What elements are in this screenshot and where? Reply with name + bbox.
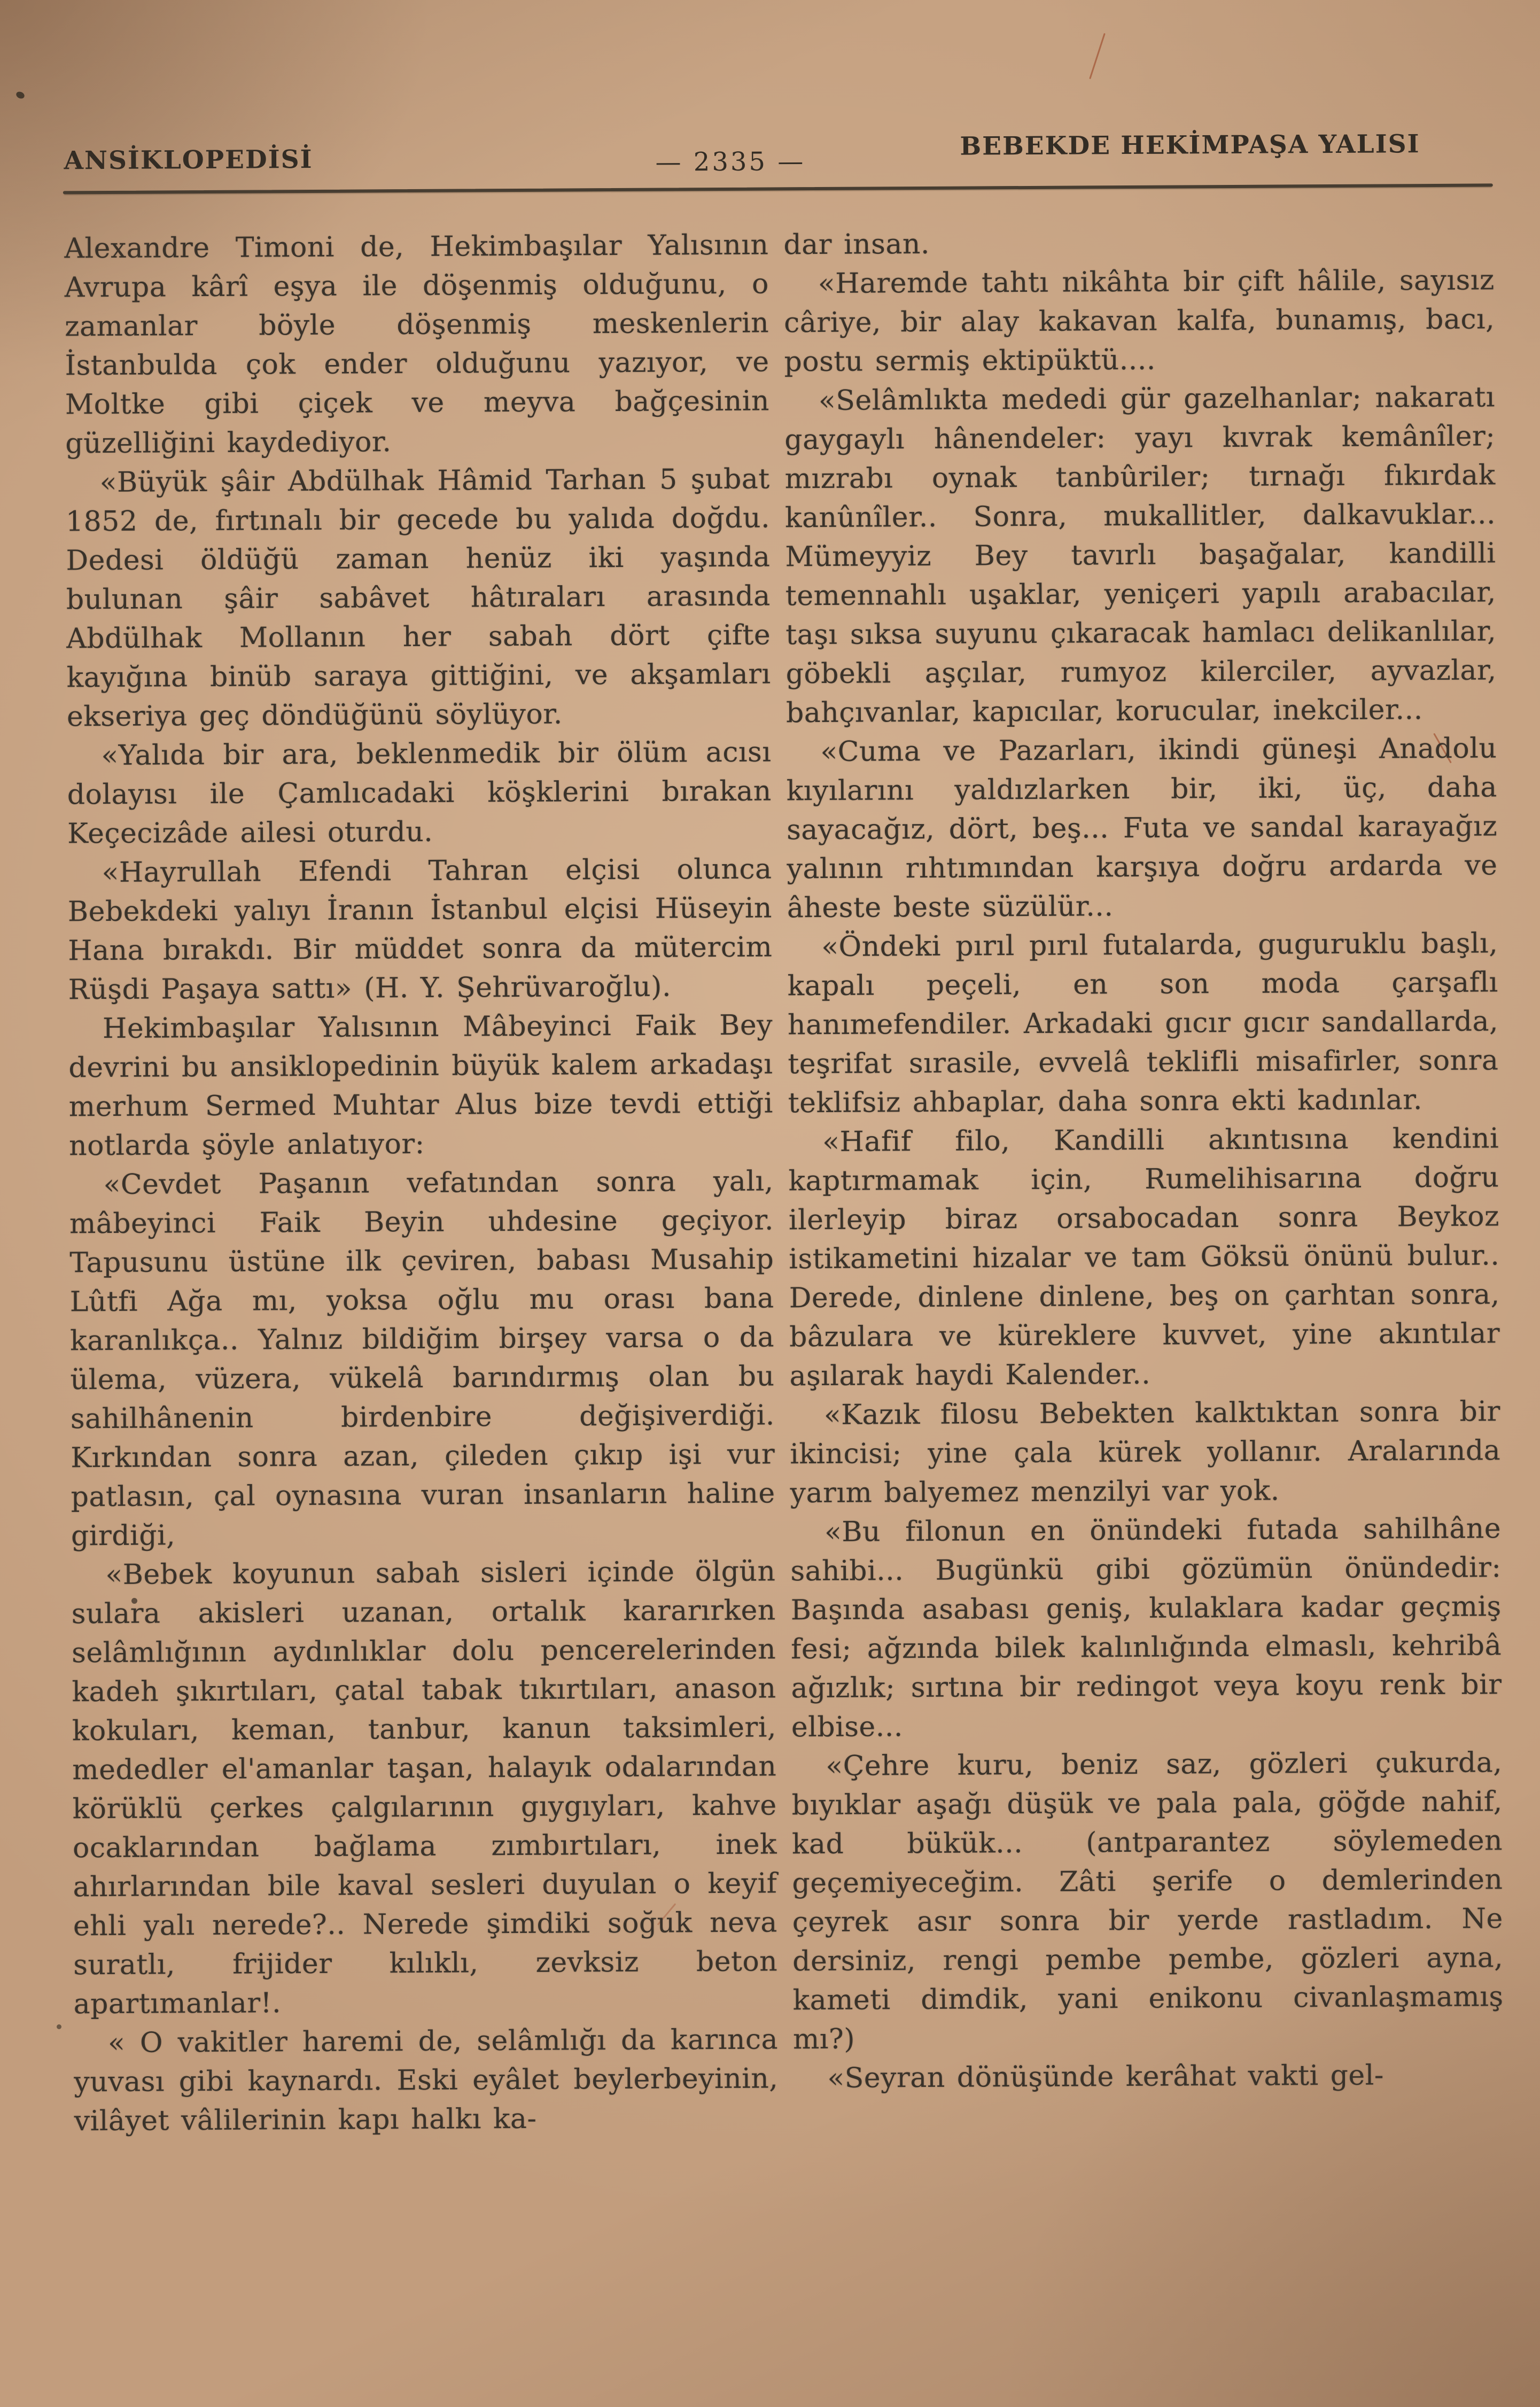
- paragraph: « O vakitler haremi de, selâmlığı da karınca yuvası gibi kaynardı. Eski eyâlet beylerbeyinin, vilâyet vâlilerinin kapı halkı ka-: [74, 2023, 779, 2138]
- paragraph: «Seyran dönüşünde kerâhat vakti gel-: [827, 2059, 1385, 2094]
- paragraph: «Cevdet Paşanın vefatından sonra yalı, mâbeyinci Faik Beyin uhdesine geçiyor. Tapusunu üstüne ilk çeviren, babası Musahip Lûtfi Ağa mı, yoksa oğlu mu orası bana karanlıkça.. Yalnız bildiğim birşey varsa o da ülema, vüzera, vükelâ barındırmış olan bu sahilhânenin birdenbire değişiverdiği. Kırkından sonra azan, çileden çıkıp işi vur patlasın, çal oynasına vuran insanların haline girdiği,: [69, 1165, 775, 1552]
- paragraph: «Büyük şâir Abdülhak Hâmid Tarhan 5 şubat 1852 de, fırtınalı bir gecede bu yalıda doğdu. Dedesi öldüğü zaman henüz iki yaşında bulunan şâir sabâvet hâtıraları arasında Abdülhak Mollanın her sabah dört çifte kayığına binüb saraya gittiğini, ve akşamları ekseriya geç döndüğünü söylüyor.: [65, 463, 771, 733]
- paragraph: «Bebek koyunun sabah sisleri içinde ölgün sulara akisleri uzanan, ortalık kararırken selâmlığının aydınlıklar dolu pencerelerinden kadeh şıkırtıları, çatal tabak tıkırtıları, anason kokuları, keman, tanbur, kanun taksimleri, mededler el'amanlar taşan, halayık odalarından körüklü çerkes çalgılarının gıygıyları, kahve ocaklarından bağlama zımbırtıları, inek ahırlarından bile kaval sesleri duyulan o keyif ehli yalı nerede?.. Nerede şimdiki soğuk neva suratlı, frijider kılıklı, zevksiz beton apartımanlar!.: [71, 1555, 778, 2021]
- right-column: [783, 222, 1504, 2137]
- paragraph: «Öndeki pırıl pırıl futalarda, guguruklu başlı, kapalı peçeli, en son moda çarşaflı hanımefendiler. Arkadaki gıcır gıcır sandallarda, teşrifat sırasile, evvelâ teklifli misafirler, sonra teklifsiz ahbaplar, daha sonra ekti kadınlar.: [787, 927, 1499, 1120]
- page-number: — 2335 —: [655, 146, 806, 177]
- text-columns: [64, 222, 1504, 2141]
- paragraph: «Kazık filosu Bebekten kalktıktan sonra bir ikincisi; yine çala kürek yollanır. Aralarında yarım balyemez menzilyi var yok.: [790, 1395, 1501, 1510]
- paragraph: «Hayrullah Efendi Tahran elçisi olunca Bebekdeki yalıyı İranın İstanbul elçisi Hüseyin Hana bırakdı. Bir müddet sonra da mütercim Rüşdi Paşaya sattı» (H. Y. Şehrüvaroğlu).: [67, 853, 773, 1006]
- paragraph: Hekimbaşılar Yalısının Mâbeyinci Faik Bey devrini bu ansiklopedinin büyük kalem arkadaşı merhum Sermed Muhtar Alus bize tevdi ettiği notlarda şöyle anlatıyor:: [68, 1009, 773, 1162]
- paragraph: «Selâmlıkta mededi gür gazelhanlar; nakaratı gaygaylı hânendeler: yayı kıvrak kemânîler; mızrabı oynak tanbûriler; tırnağı fıkırdak kanûnîler.. Sonra, mukallitler, dalkavuklar... Mümeyyiz Bey tavırlı başağalar, kandilli temennahlı uşaklar, yeniçeri yapılı arabacılar, taşı sıksa suyunu çıkaracak hamlacı delikanlılar, göbekli aşçılar, rumyoz kilerciler, ayvazlar, bahçıvanlar, kapıcılar, korucular, inekciler...: [784, 381, 1497, 729]
- paragraph: «Cuma ve Pazarları, ikindi güneşi Anadolu kıyılarını yaldızlarken bir, iki, üç, daha sayacağız, dört, beş... Futa ve sandal karayağız yalının rıhtımından karşıya doğru ardarda ve âheste beste süzülür...: [786, 732, 1498, 925]
- paragraph: «Yalıda bir ara, beklenmedik bir ölüm acısı dolayısı ile Çamlıcadaki köşklerini bırakan Keçecizâde ailesi oturdu.: [67, 736, 772, 850]
- article-title: BEBEKDE HEKİMPAŞA YALISI: [960, 129, 1420, 161]
- paragraph: dar insan.: [783, 228, 930, 261]
- page-header: [0, 0, 1540, 177]
- paragraph: «Bu filonun en önündeki futada sahilhâne sahibi... Bugünkü gibi gözümün önündedir: Başında asabası geniş, kulaklara kadar geçmiş fesi; ağzında bilek kalınlığında elmaslı, kehribâ ağızlık; sırtına bir redingot veya koyu renk bir elbise...: [790, 1512, 1502, 1744]
- header-rule: [63, 183, 1493, 194]
- paragraph: «Çehre kuru, beniz saz, gözleri çukurda, bıyıklar aşağı düşük ve pala pala, göğde nahif, kad bükük... (antparantez söylemeden geçemiyeceğim. Zâti şerife o demlerinden çeyrek asır sonra bir yerde rastladım. Ne dersiniz, rengi pembe pembe, gözleri ayna, kameti dimdik, yani enikonu civanlaşmamış mı?): [791, 1746, 1504, 2056]
- journal-name: ANSİKLOPEDİSİ: [64, 144, 313, 176]
- paragraph: «Hafif filo, Kandilli akıntısına kendini kaptırmamak için, Rumelihisarına doğru ilerleyip biraz orsabocadan sonra Beykoz istikametini hizalar ve tam Göksü önünü bulur.. Derede, dinlene dinlene, beş on çarhtan sonra, bâzulara ve küreklere kuvvet, yine akıntılar aşılarak haydi Kalender..: [788, 1122, 1500, 1393]
- paragraph: «Haremde tahtı nikâhta bir çift hâlile, sayısız câriye, bir alay kakavan kalfa, bunamış, bacı, postu sermiş ektipüktü....: [784, 264, 1495, 378]
- paragraph: Alexandre Timoni de, Hekimbaşılar Yalısının Avrupa kârî eşya ile döşenmiş olduğunu, o zamanlar böyle döşenmiş meskenlerin İstanbulda çok ender olduğunu yazıyor, ve Moltke gibi çiçek ve meyva bağçesinin güzelliğini kaydediyor.: [64, 229, 770, 460]
- left-column: [64, 226, 779, 2141]
